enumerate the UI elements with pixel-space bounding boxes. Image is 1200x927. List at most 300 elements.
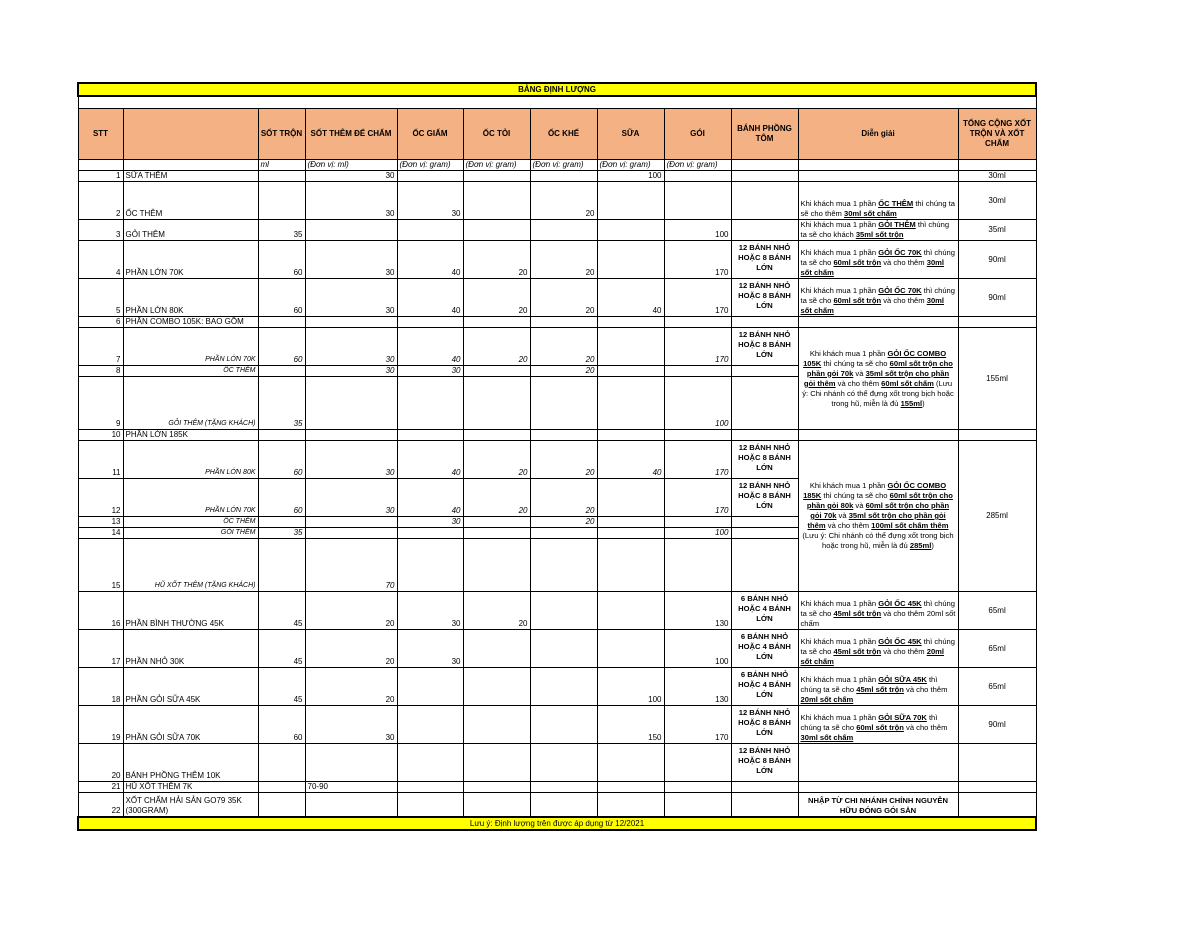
row-name: BÁNH PHỒNG THÊM 10K: [123, 744, 258, 782]
row-sua: [597, 744, 664, 782]
row-total: 35ml: [958, 220, 1036, 241]
row-sua: 40: [597, 279, 664, 317]
row-sot-cham: [305, 793, 397, 817]
row-oc-khe: [530, 220, 597, 241]
description-highlight: 60ml sốt trộn: [833, 296, 882, 305]
row-total: 155ml: [958, 328, 1036, 430]
description-cell: [798, 430, 958, 441]
description-highlight: GỎI THÊM: [878, 220, 916, 229]
description-highlight: 60ml sốt trộn cho phần gỏi 70k: [806, 358, 953, 378]
row-oc-toi: [463, 528, 530, 539]
row-sot-cham: [305, 377, 397, 430]
row-banh: [731, 782, 798, 793]
row-stt: 4: [78, 241, 123, 279]
row-sot-cham: [305, 528, 397, 539]
table-row: [78, 241, 1036, 279]
description-cell: [798, 630, 958, 668]
row-oc-toi: 20: [463, 441, 530, 479]
row-banh: [731, 220, 798, 241]
description-cell: [798, 782, 958, 793]
description-cell: [798, 220, 958, 241]
row-total: 90ml: [958, 706, 1036, 744]
row-sua: [597, 241, 664, 279]
description-text: Khi khách mua 1 phần: [800, 220, 879, 229]
description-cell: [798, 592, 958, 630]
row-sot-cham: 30: [305, 279, 397, 317]
row-oc-toi: 20: [463, 328, 530, 366]
unit-goi: (Đơn vị: gram): [664, 160, 731, 171]
description-text: thì chúng ta sẽ cho: [800, 599, 956, 618]
description-highlight: GỎI ỐC 45K: [878, 599, 922, 608]
row-oc-toi: [463, 430, 530, 441]
row-name: XỐT CHẤM HẢI SẢN GO79 35K (300GRAM): [123, 793, 258, 817]
row-oc-toi: [463, 517, 530, 528]
header-sot-cham: SỐT THÊM ĐỂ CHẤM: [305, 109, 397, 160]
quantity-table: [77, 82, 1037, 831]
row-goi: [664, 317, 731, 328]
row-stt: 12: [78, 479, 123, 517]
unit-sot-tron: ml: [258, 160, 305, 171]
row-sua: [597, 479, 664, 517]
row-name: PHẦN GỎI SỮA 70K: [123, 706, 258, 744]
row-oc-khe: 20: [530, 279, 597, 317]
row-goi: 170: [664, 479, 731, 517]
description-cell: [798, 328, 958, 430]
row-oc-toi: 20: [463, 241, 530, 279]
row-total: [958, 782, 1036, 793]
row-banh: 12 BÁNH NHỎ HOẶC 8 BÁNH LỚN: [731, 241, 798, 279]
description-text: thì chúng ta sẽ cho: [800, 286, 956, 305]
row-oc-giam: [397, 317, 463, 328]
row-banh: 6 BÁNH NHỎ HOẶC 4 BÁNH LỚN: [731, 630, 798, 668]
row-oc-toi: 20: [463, 592, 530, 630]
row-stt: 21: [78, 782, 123, 793]
table-row: [78, 430, 1036, 441]
row-oc-giam: 30: [397, 517, 463, 528]
description-highlight: GỎI ỐC 70K: [878, 248, 922, 257]
row-sot-tron: 35: [258, 377, 305, 430]
row-name: PHẦN LỚN 185K: [123, 430, 258, 441]
row-stt: 11: [78, 441, 123, 479]
description-text: thì chúng ta sẽ cho: [800, 248, 956, 267]
row-oc-khe: 20: [530, 241, 597, 279]
row-oc-giam: 40: [397, 328, 463, 366]
row-oc-giam: [397, 430, 463, 441]
row-goi: [664, 744, 731, 782]
row-goi: 100: [664, 377, 731, 430]
row-sot-cham: 30: [305, 171, 397, 182]
description-highlight: GỎI ỐC COMBO 105K: [803, 348, 947, 368]
row-banh: [731, 377, 798, 430]
description-highlight: GỎI ỐC 70K: [878, 286, 922, 295]
unit-cell: [123, 160, 258, 171]
table-row: [78, 592, 1036, 630]
row-oc-giam: [397, 782, 463, 793]
row-banh: 12 BÁNH NHỎ HOẶC 8 BÁNH LỚN: [731, 479, 798, 517]
row-oc-toi: [463, 744, 530, 782]
row-oc-khe: [530, 539, 597, 592]
description-highlight: ỐC THÊM: [878, 199, 914, 208]
row-sua: [597, 528, 664, 539]
row-sua: [597, 182, 664, 220]
row-oc-toi: [463, 220, 530, 241]
row-sot-cham: 30: [305, 328, 397, 366]
description-highlight: 285ml: [909, 541, 932, 550]
row-oc-khe: [530, 528, 597, 539]
description-highlight: 45ml sốt trộn: [833, 609, 882, 618]
row-name: ỐC THÊM: [123, 182, 258, 220]
row-goi: [664, 793, 731, 817]
row-total: [958, 430, 1036, 441]
table-row: [78, 171, 1036, 182]
row-oc-khe: [530, 706, 597, 744]
table-row: [78, 630, 1036, 668]
description-text: thì chúng ta sẽ cho: [800, 637, 956, 656]
row-goi: [664, 430, 731, 441]
row-oc-giam: 30: [397, 366, 463, 377]
description-highlight: GỎI ỐC COMBO 185K: [803, 481, 947, 500]
row-oc-giam: [397, 539, 463, 592]
row-oc-toi: 20: [463, 279, 530, 317]
row-sua: [597, 539, 664, 592]
description-highlight: 100ml sốt chấm thêm: [871, 521, 949, 530]
row-sot-tron: [258, 366, 305, 377]
row-sot-tron: 60: [258, 706, 305, 744]
row-oc-giam: 30: [397, 630, 463, 668]
row-sot-tron: [258, 782, 305, 793]
row-banh: [731, 528, 798, 539]
description-highlight: 35ml sốt trộn cho phần gỏi thêm: [807, 511, 946, 530]
description-text: Khi khách mua 1 phần: [800, 713, 879, 722]
row-oc-giam: 30: [397, 592, 463, 630]
row-oc-giam: [397, 744, 463, 782]
row-stt: 18: [78, 668, 123, 706]
row-sot-tron: 35: [258, 220, 305, 241]
description-cell: [798, 317, 958, 328]
header-oc-toi: ỐC TỎI: [463, 109, 530, 160]
row-name: PHẦN LỚN 70K: [123, 479, 258, 517]
row-sua: [597, 592, 664, 630]
row-sua: [597, 377, 664, 430]
row-name: PHẦN COMBO 105K: BAO GỒM: [123, 317, 258, 328]
row-oc-khe: [530, 171, 597, 182]
row-oc-toi: 20: [463, 479, 530, 517]
row-banh: 12 BÁNH NHỎ HOẶC 8 BÁNH LỚN: [731, 328, 798, 366]
description-cell: [798, 706, 958, 744]
row-oc-khe: 20: [530, 517, 597, 528]
row-oc-toi: [463, 793, 530, 817]
sheet-title: BẢNG ĐỊNH LƯỢNG: [78, 83, 1036, 96]
row-name: GỎI THÊM: [123, 528, 258, 539]
row-banh: 6 BÁNH NHỎ HOẶC 4 BÁNH LỚN: [731, 592, 798, 630]
description-cell: [798, 279, 958, 317]
description-highlight: 35ml sốt trộn cho phần gỏi thêm: [803, 368, 950, 388]
description-cell: [798, 171, 958, 182]
header-stt: STT: [78, 109, 123, 160]
row-goi: 130: [664, 668, 731, 706]
description-text: và: [853, 368, 866, 378]
row-stt: 14: [78, 528, 123, 539]
description-text: Khi khách mua 1 phần: [800, 286, 879, 295]
description-text: và cho thêm: [881, 296, 927, 305]
row-stt: 8: [78, 366, 123, 377]
header-sua: SỮA: [597, 109, 664, 160]
header-name: [123, 109, 258, 160]
row-sua: 100: [597, 171, 664, 182]
row-oc-toi: [463, 539, 530, 592]
description-text: và: [836, 511, 849, 520]
header-oc-khe: ỐC KHẾ: [530, 109, 597, 160]
table-row: [78, 328, 1036, 366]
row-sot-cham: [305, 517, 397, 528]
description-text: (Lưu ý: Chi nhánh có thể đựng xốt trong bịch hoặc trong hũ, miễn là đủ: [802, 378, 954, 408]
row-goi: [664, 182, 731, 220]
row-stt: 15: [78, 539, 123, 592]
footer-note: Lưu ý: Định lượng trên được áp dụng từ 12/2021: [78, 817, 1036, 830]
row-total: 90ml: [958, 241, 1036, 279]
row-name: ỐC THÊM: [123, 517, 258, 528]
row-sot-cham: 20: [305, 630, 397, 668]
row-total: 65ml: [958, 630, 1036, 668]
row-sot-cham: 30: [305, 441, 397, 479]
row-total: 285ml: [958, 441, 1036, 592]
description-highlight: 20ml sốt chấm: [800, 647, 945, 666]
description-text: và cho thêm: [903, 685, 948, 694]
row-sot-cham: 30: [305, 706, 397, 744]
row-name: PHẦN LỚN 80K: [123, 441, 258, 479]
unit-sot-cham: (Đơn vị: ml): [305, 160, 397, 171]
row-sot-tron: 60: [258, 328, 305, 366]
unit-oc-toi: (Đơn vị: gram): [463, 160, 530, 171]
description-text: Khi khách mua 1 phần: [809, 348, 888, 358]
row-name: GỎI THÊM (TẶNG KHÁCH): [123, 377, 258, 430]
row-banh: [731, 517, 798, 528]
row-stt: 10: [78, 430, 123, 441]
row-oc-toi: [463, 668, 530, 706]
header-banh: BÁNH PHỒNG TÔM: [731, 109, 798, 160]
row-stt: 6: [78, 317, 123, 328]
row-oc-giam: 40: [397, 441, 463, 479]
row-sot-tron: 45: [258, 630, 305, 668]
row-banh: 6 BÁNH NHỎ HOẶC 4 BÁNH LỚN: [731, 668, 798, 706]
row-oc-khe: 20: [530, 366, 597, 377]
row-goi: [664, 517, 731, 528]
row-banh: 12 BÁNH NHỎ HOẶC 8 BÁNH LỚN: [731, 441, 798, 479]
row-sua: [597, 793, 664, 817]
row-sot-cham: 30: [305, 366, 397, 377]
row-sot-tron: 45: [258, 668, 305, 706]
row-stt: 22: [78, 793, 123, 817]
row-goi: 100: [664, 220, 731, 241]
unit-cell: [958, 160, 1036, 171]
row-sot-tron: [258, 430, 305, 441]
description-highlight: 60ml sốt chấm: [881, 378, 934, 388]
row-sot-tron: [258, 517, 305, 528]
row-banh: [731, 539, 798, 592]
row-sua: [597, 220, 664, 241]
description-highlight: 155ml: [900, 398, 923, 408]
row-goi: [664, 171, 731, 182]
row-goi: 170: [664, 279, 731, 317]
row-oc-khe: [530, 668, 597, 706]
row-goi: 100: [664, 630, 731, 668]
header-sot-tron: SỐT TRỘN: [258, 109, 305, 160]
row-oc-toi: [463, 366, 530, 377]
table-row: [78, 744, 1036, 782]
row-oc-giam: [397, 793, 463, 817]
table-row: [78, 220, 1036, 241]
row-sua: 40: [597, 441, 664, 479]
row-oc-giam: [397, 528, 463, 539]
description-cell: [798, 668, 958, 706]
description-text: Khi khách mua 1 phần: [800, 199, 879, 208]
description-cell: NHẬP TỪ CHI NHÁNH CHÍNH NGUYỄN HỮU ĐÓNG GÓI SẴN: [798, 793, 958, 817]
row-oc-khe: [530, 377, 597, 430]
description-highlight: GỎI SỮA 70K: [878, 713, 927, 722]
row-total: 65ml: [958, 592, 1036, 630]
row-goi: 170: [664, 328, 731, 366]
row-oc-toi: [463, 782, 530, 793]
description-highlight: GỎI ỐC 45K: [878, 637, 922, 646]
row-total: [958, 744, 1036, 782]
row-oc-khe: 20: [530, 479, 597, 517]
row-sot-tron: [258, 539, 305, 592]
row-oc-khe: 20: [530, 441, 597, 479]
description-highlight: 30ml sốt chấm: [800, 296, 945, 315]
row-total: 30ml: [958, 182, 1036, 220]
row-oc-giam: [397, 668, 463, 706]
unit-oc-giam: (Đơn vị: gram): [397, 160, 463, 171]
description-highlight: GỎI SỮA 45K: [878, 675, 927, 684]
description-text: Khi khách mua 1 phần: [800, 637, 879, 646]
row-sua: [597, 366, 664, 377]
row-sua: [597, 630, 664, 668]
row-name: SỮA THÊM: [123, 171, 258, 182]
row-stt: 19: [78, 706, 123, 744]
row-sot-cham: [305, 744, 397, 782]
description-highlight: 60ml sốt trộn: [856, 723, 904, 732]
row-sot-tron: [258, 793, 305, 817]
description-text: thì chúng ta sẽ cho: [800, 675, 938, 694]
row-name: PHẦN NHỎ 30K: [123, 630, 258, 668]
row-goi: 130: [664, 592, 731, 630]
description-text: Khi khách mua 1 phần: [800, 248, 879, 257]
header-dien-giai: Diễn giải: [798, 109, 958, 160]
row-sot-cham: 30: [305, 182, 397, 220]
description-text: và: [853, 501, 866, 510]
description-highlight: 30ml sốt chấm: [843, 209, 897, 218]
row-banh: [731, 366, 798, 377]
row-name: PHẦN GỎI SỮA 45K: [123, 668, 258, 706]
description-text: thì chúng ta sẽ cho: [821, 358, 890, 368]
description-cell: [798, 744, 958, 782]
row-sua: [597, 328, 664, 366]
row-sot-tron: [258, 182, 305, 220]
row-oc-khe: [530, 744, 597, 782]
row-oc-giam: 30: [397, 182, 463, 220]
row-sot-cham: [305, 317, 397, 328]
row-oc-khe: [530, 317, 597, 328]
row-oc-giam: [397, 171, 463, 182]
row-sot-cham: 70-90: [305, 782, 397, 793]
row-sot-cham: 20: [305, 668, 397, 706]
row-total: [958, 793, 1036, 817]
row-oc-khe: [530, 793, 597, 817]
row-oc-khe: [530, 782, 597, 793]
unit-oc-khe: (Đơn vị: gram): [530, 160, 597, 171]
row-stt: 20: [78, 744, 123, 782]
header-oc-giam: ỐC GIẤM: [397, 109, 463, 160]
row-total: 30ml: [958, 171, 1036, 182]
row-oc-giam: 40: [397, 479, 463, 517]
row-oc-giam: 40: [397, 279, 463, 317]
row-name: GỎI THÊM: [123, 220, 258, 241]
row-sua: 150: [597, 706, 664, 744]
table-row: [78, 706, 1036, 744]
row-oc-khe: [530, 592, 597, 630]
row-oc-toi: [463, 706, 530, 744]
row-stt: 17: [78, 630, 123, 668]
row-oc-giam: [397, 220, 463, 241]
row-oc-khe: 20: [530, 328, 597, 366]
description-text: (Lưu ý: Chi nhánh có thể đựng xốt trong bịch hoặc trong hũ, miễn là đủ: [802, 531, 954, 550]
header-tong: TỔNG CỘNG XỐT TRỘN VÀ XỐT CHẤM: [958, 109, 1036, 160]
row-sua: 100: [597, 668, 664, 706]
row-goi: 170: [664, 441, 731, 479]
row-oc-toi: [463, 377, 530, 430]
row-banh: [731, 171, 798, 182]
row-sua: [597, 517, 664, 528]
description-text: và cho thêm: [903, 723, 948, 732]
row-sot-cham: [305, 430, 397, 441]
row-oc-khe: [530, 430, 597, 441]
row-stt: 1: [78, 171, 123, 182]
row-goi: [664, 366, 731, 377]
row-name: HŨ XỐT THÊM 7K: [123, 782, 258, 793]
row-stt: 5: [78, 279, 123, 317]
row-oc-khe: 20: [530, 182, 597, 220]
row-banh: 12 BÁNH NHỎ HOẶC 8 BÁNH LỚN: [731, 744, 798, 782]
row-sot-tron: 45: [258, 592, 305, 630]
description-cell: [798, 182, 958, 220]
description-text: và cho thêm: [881, 647, 927, 656]
description-text: thì chúng ta sẽ cho: [821, 491, 890, 500]
row-stt: 2: [78, 182, 123, 220]
table-row: [78, 441, 1036, 479]
description-highlight: 60ml sốt trộn cho phần gỏi 80k: [806, 491, 953, 510]
description-text: ): [931, 541, 934, 550]
row-oc-giam: 40: [397, 241, 463, 279]
table-row: [78, 793, 1036, 817]
header-row: [78, 109, 1036, 160]
row-name: HŨ XỐT THÊM (TẶNG KHÁCH): [123, 539, 258, 592]
description-highlight: 30ml sốt chấm: [800, 733, 854, 742]
row-sot-tron: 60: [258, 479, 305, 517]
description-text: và cho thêm: [825, 521, 872, 530]
row-goi: 100: [664, 528, 731, 539]
description-cell: [798, 241, 958, 279]
row-sot-cham: 30: [305, 479, 397, 517]
row-oc-toi: [463, 317, 530, 328]
description-text: thì chúng ta sẽ cho khách: [800, 220, 950, 239]
description-cell: [798, 441, 958, 592]
description-highlight: 60ml sốt trộn: [833, 258, 882, 267]
unit-cell: [798, 160, 958, 171]
description-text: Khi khách mua 1 phần: [800, 599, 879, 608]
description-highlight: 45ml sốt trộn: [833, 647, 882, 656]
row-oc-toi: [463, 171, 530, 182]
row-banh: [731, 317, 798, 328]
